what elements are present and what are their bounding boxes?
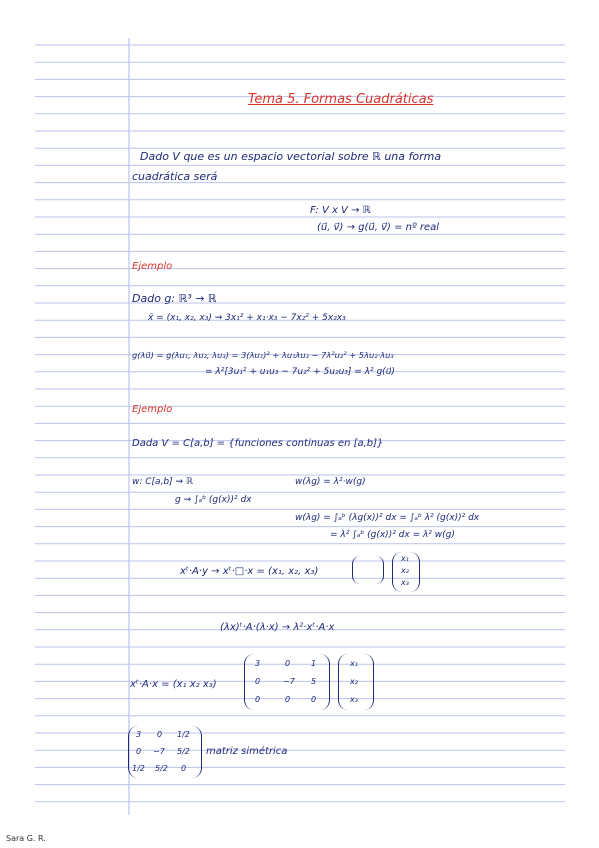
symmetric-matrix [128,726,202,778]
vector-entry: x₃ [350,695,358,704]
vector-entry: x₁ [401,554,409,563]
example1-line-3: g(λu⃗) = g(λu₁, λu₂, λu₃) = 3(λu₁)² + λu₁λu₃ − 7λ²u₂² + 5λu₂·λu₃ [132,350,394,360]
matrix-entry: 0 [136,747,142,756]
author-signature: Sara G. R. [6,834,46,843]
example2-w-calc-1: w(λg) = ∫ₐᵇ (λg(x))² dx = ∫ₐᵇ λ² (g(x))² dx [295,513,480,523]
matrix-entry: −7 [153,747,165,756]
example2-w-definition: w: C[a,b] ⇝ ℝ [132,477,194,487]
example2-w-calc-2: = λ² ∫ₐᵇ (g(x))² dx = λ² w(g) [330,530,455,540]
matrix-entry: 1/2 [132,764,145,773]
example-heading-1: Ejemplo [132,261,173,272]
example1-line-2: x̄ = (x₁, x₂, x₃) ⇝ 3x₁² + x₁·x₃ − 7x₂² + 5x₂x₃ [148,313,346,323]
x-column-vector [338,654,374,710]
example2-g-map: g ⇝ ∫ₐᵇ (g(x))² dx [175,495,252,505]
matrix-entry: 0 [311,695,317,704]
intro-line-1: Dado V que es un espacio vectorial sobre ℝ una forma [140,150,442,163]
example-heading-2: Ejemplo [132,404,173,415]
matrix-entry: 0 [285,695,291,704]
matrix-entry: 5 [311,677,317,686]
example2-line-1: Dada V = C[a,b] = {funciones continuas en [a,b]} [132,438,384,449]
example1-line-1: Dado g: ℝ³ → ℝ [132,292,217,305]
vector-entry: x₁ [350,659,358,668]
empty-matrix [352,556,384,584]
example1-line-4: = λ²[3u₁² + u₁u₃ − 7u₂² + 5u₂u₃] = λ² g(u⃗) [205,367,395,377]
example2-w-lambda: w(λg) = λ²·w(g) [295,477,366,487]
matrix-entry: 0 [181,764,187,773]
matrix-entry: 0 [285,659,291,668]
intro-line-2: cuadrática será [132,170,218,183]
column-vector [392,552,420,592]
definition-line-1: F: V x V → ℝ [310,205,371,216]
vector-entry: x₂ [350,677,358,686]
matrix-entry: 0 [157,730,163,739]
matrix-entry: 1 [311,659,317,668]
matrix-entry: 0 [255,695,261,704]
matrix-entry: 0 [255,677,261,686]
matrix-entry: 5/2 [155,764,168,773]
matrix-entry: 3 [255,659,261,668]
vector-entry: x₂ [401,566,409,575]
matrix-entry: 5/2 [177,747,190,756]
xt-a-y-line: xᵗ·A·y → xᵗ·□·x = (x₁, x₂, x₃) [180,566,319,577]
definition-line-2: (u⃗, v⃗) → g(u⃗, v⃗) = nº real [317,222,440,233]
page-title: Tema 5. Formas Cuadráticas [248,92,434,107]
coefficient-matrix [244,654,330,710]
xtax-line: xᵗ·A·x = (x₁ x₂ x₃) [130,679,217,690]
symmetric-label: matriz simétrica [206,746,288,757]
matrix-entry: 1/2 [177,730,190,739]
lambda-quadratic-line: (λx)ᵗ·A·(λ·x) → λ²·xᵗ·A·x [220,622,335,633]
matrix-entry: 3 [136,730,142,739]
matrix-entry: −7 [283,677,295,686]
vector-entry: x₃ [401,578,409,587]
